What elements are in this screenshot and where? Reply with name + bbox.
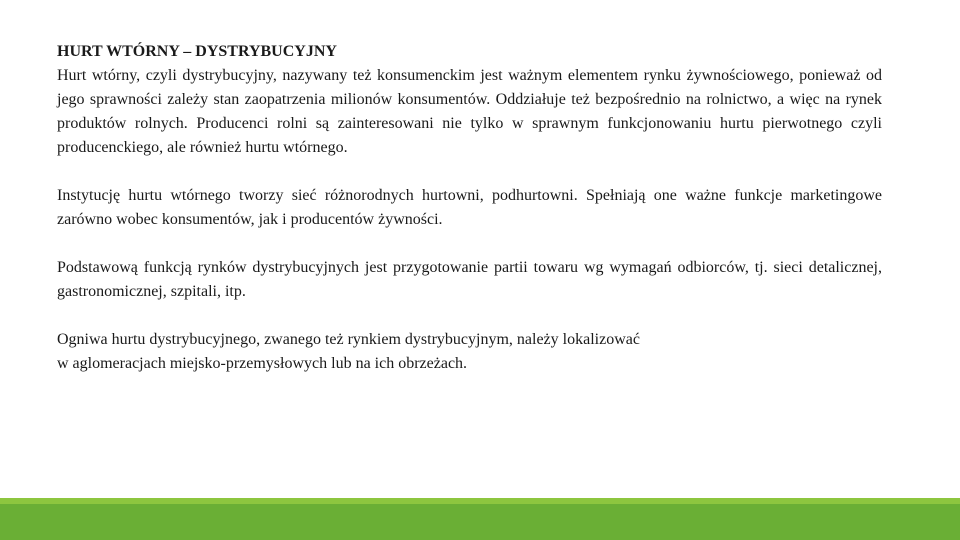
paragraph-hurt-wtorny: Hurt wtórny, czyli dystrybucyjny, nazywany też konsumenckim jest ważnym elementem rynku żywnościowego, ponieważ od jego sprawności zależy stan zaopatrzenia milionów konsumentów. Oddziałuje też bezpośrednio na rolnictwo, a więc na rynek produktów rolnych. Producenci rolni są zainteresowani nie tylko w sprawnym funkcjonowaniu hurtu pierwotnego czyli producenckiego, ale również hurtu wtórnego.	[57, 67, 882, 156]
paragraph-instytucja: Instytucję hurtu wtórnego tworzy sieć różnorodnych hurtowni, podhurtowni. Spełniają one ważne funkcje marketingowe zarówno wobec konsumentów, jak i producentów żywności.	[57, 187, 882, 228]
paragraph-ogniwa-line-1: Ogniwa hurtu dystrybucyjnego, zwanego też rynkiem dystrybucyjnym, należy lokalizować	[57, 331, 640, 348]
slide-title: HURT WTÓRNY – DYSTRYBUCYJNY	[57, 43, 337, 60]
slide-content	[57, 40, 882, 376]
footer-bar	[0, 504, 960, 540]
paragraph-ogniwa	[57, 328, 882, 376]
paragraph-funkcja: Podstawową funkcją rynków dystrybucyjnych jest przygotowanie partii towaru wg wymagań odbiorców, tj. sieci detalicznej, gastronomicznej, szpitali, itp.	[57, 259, 882, 300]
paragraph-ogniwa-line-2: w aglomeracjach miejsko-przemysłowych lub na ich obrzeżach.	[57, 355, 468, 372]
